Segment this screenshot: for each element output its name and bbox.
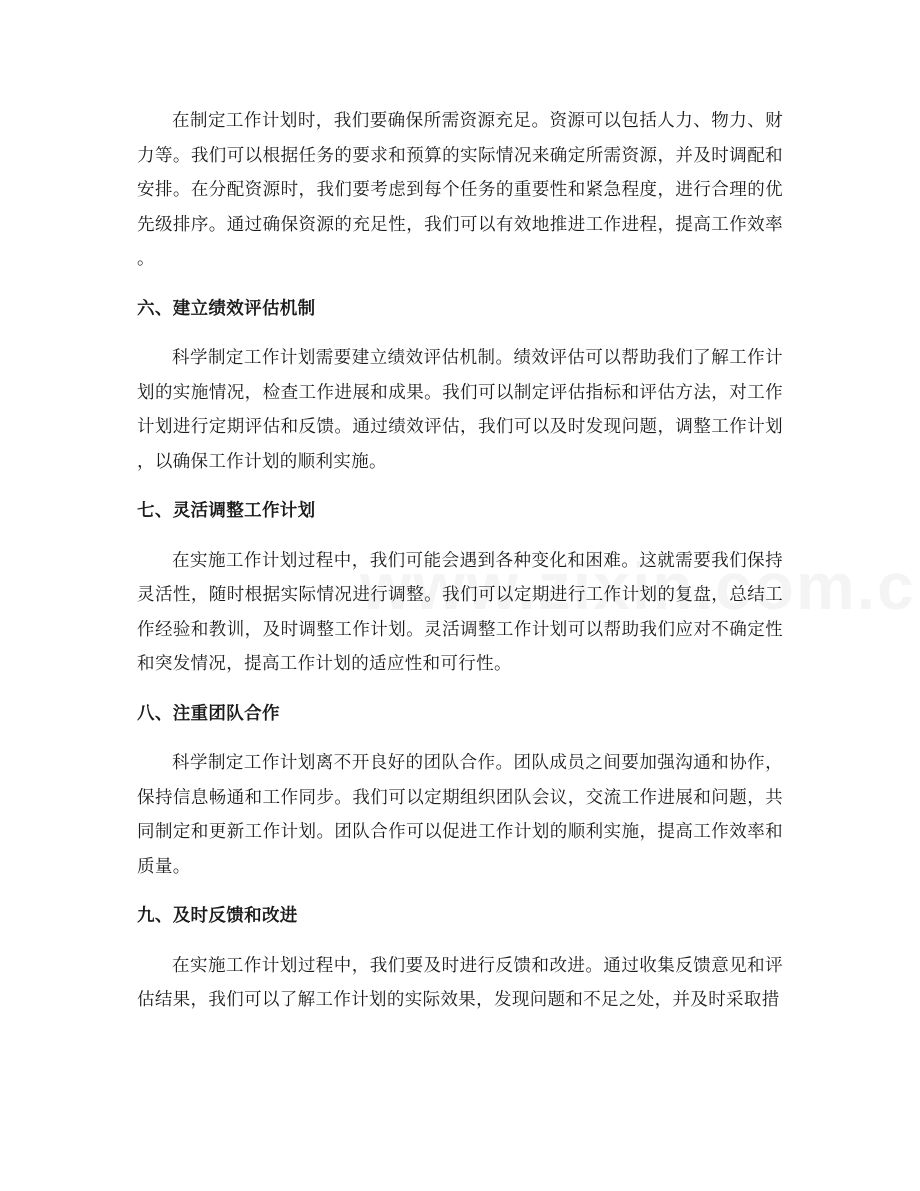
- heading-feedback-improvement: 九、及时反馈和改进: [137, 906, 298, 926]
- paragraph-flexible-adjustment: 在实施工作计划过程中，我们可能会遇到各种变化和困难。这就需要我们保持灵活性，随时根据实际情况进行调整。我们可以定期进行工作计划的复盘，总结工作经验和教训，及时调整工作计划。灵活调整工作计划可以帮助我们应对不确定性和突发情况，提高工作计划的适应性和可行性。: [137, 550, 783, 674]
- paragraph-performance-evaluation: 科学制定工作计划需要建立绩效评估机制。绩效评估可以帮助我们了解工作计划的实施情况，检查工作进展和成果。我们可以制定评估指标和评估方法，对工作计划进行定期评估和反馈。通过绩效评估，我们可以及时发现问题，调整工作计划，以确保工作计划的顺利实施。: [137, 348, 783, 472]
- heading-performance-evaluation: 六、建立绩效评估机制: [137, 298, 316, 319]
- paragraph-teamwork: 科学制定工作计划离不开良好的团队合作。团队成员之间要加强沟通和协作，保持信息畅通和工作同步。我们可以定期组织团队会议，交流工作进展和问题，共同制定和更新工作计划。团队合作可以促进工作计划的顺利实施，提高工作效率和质量。: [137, 753, 783, 877]
- paragraph-resources: 在制定工作计划时，我们要确保所需资源充足。资源可以包括人力、物力、财力等。我们可以根据任务的要求和预算的实际情况来确定所需资源，并及时调配和安排。在分配资源时，我们要考虑到每个任务的重要性和紧急程度，进行合理的优先级排序。通过确保资源的充足性，我们可以有效地推进工作进程，提高工作效率。: [137, 111, 783, 269]
- heading-flexible-adjustment: 七、灵活调整工作计划: [137, 501, 316, 521]
- paragraph-feedback-improvement: 在实施工作计划过程中，我们要及时进行反馈和改进。通过收集反馈意见和评估结果，我们可以了解工作计划的实际效果，发现问题和不足之处，并及时采取措: [137, 955, 783, 1010]
- heading-teamwork: 八、注重团队合作: [137, 703, 280, 724]
